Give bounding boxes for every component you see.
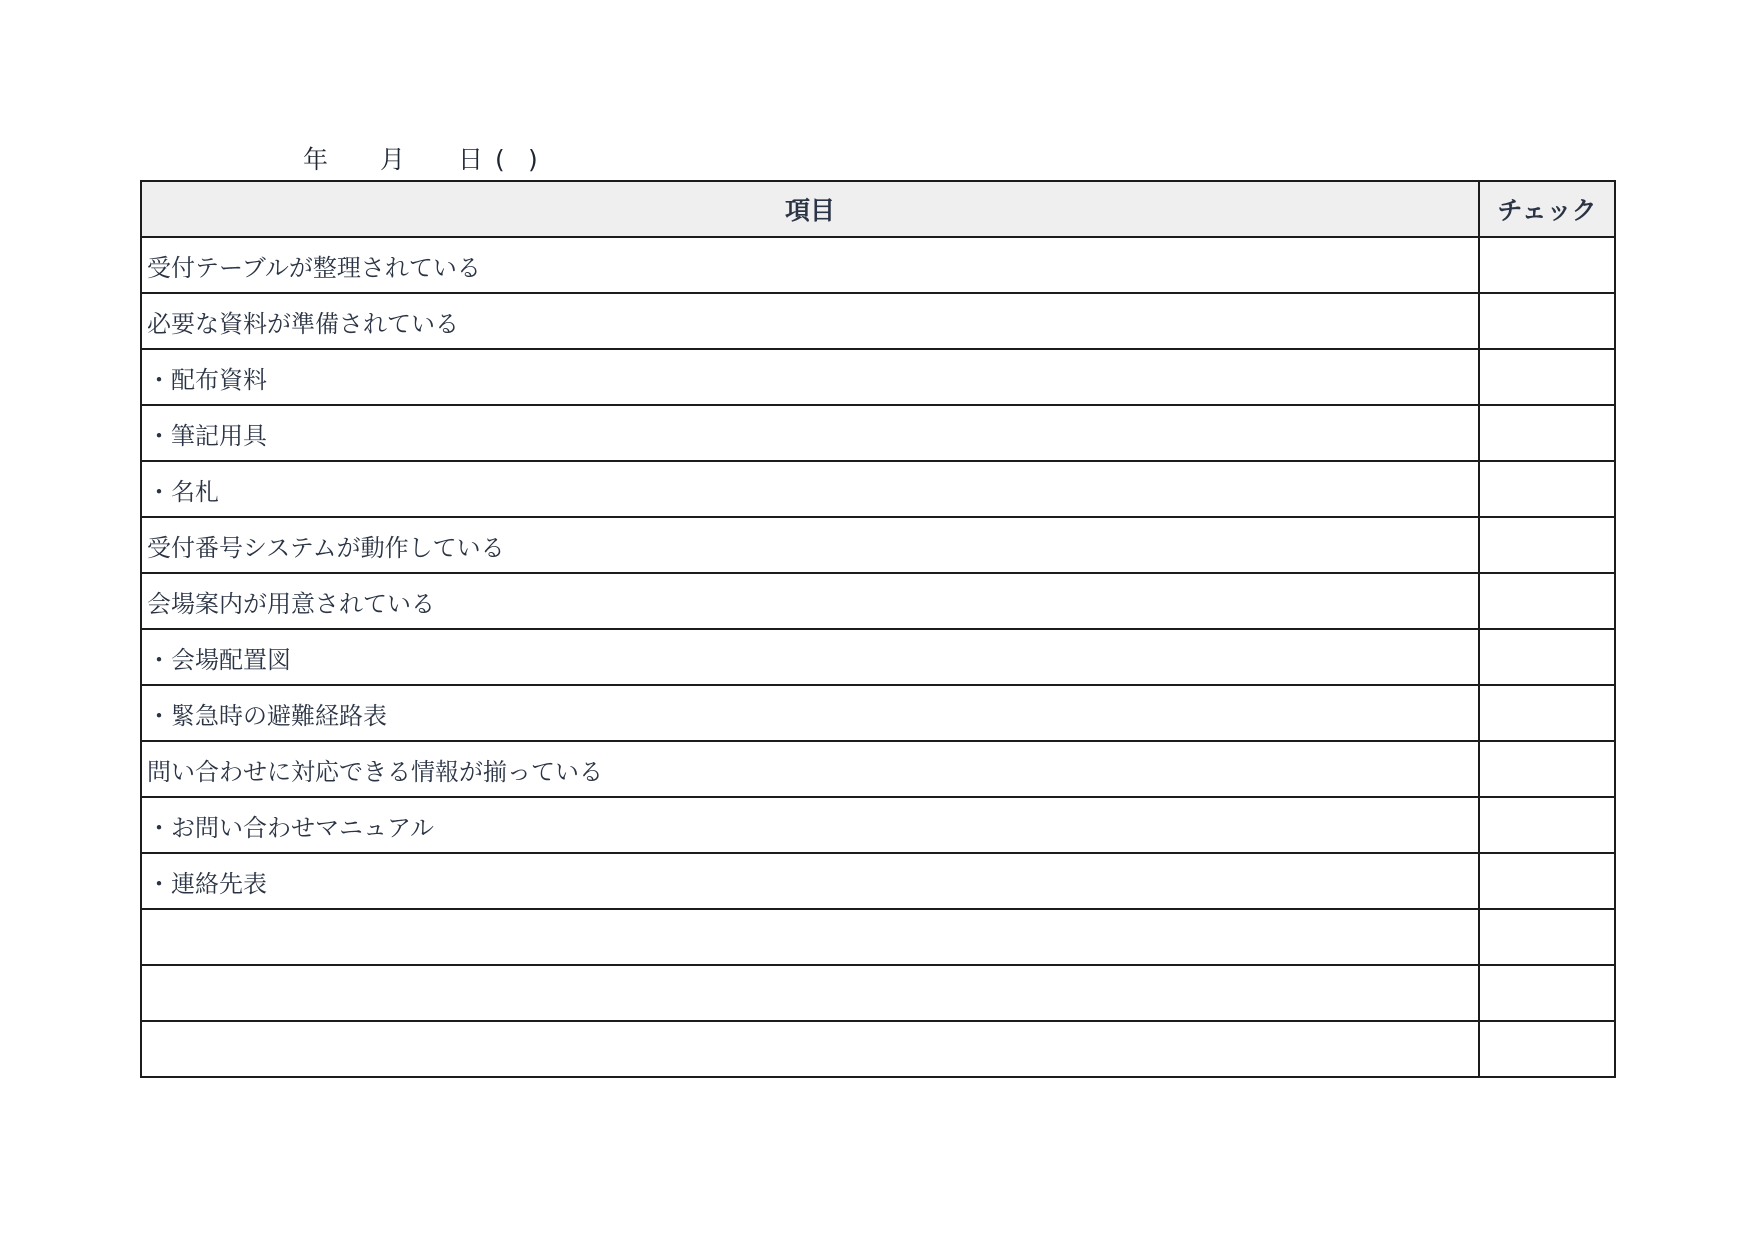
check-cell[interactable] <box>1479 293 1615 349</box>
table-row <box>141 1021 1615 1077</box>
item-cell: ・会場配置図 <box>141 629 1479 685</box>
table-row <box>141 461 1615 517</box>
check-cell[interactable] <box>1479 461 1615 517</box>
table-row <box>141 405 1615 461</box>
date-paren-close: ) <box>528 145 538 174</box>
item-cell: 受付番号システムが動作している <box>141 517 1479 573</box>
check-cell[interactable] <box>1479 237 1615 293</box>
check-cell[interactable] <box>1479 685 1615 741</box>
item-cell: ・連絡先表 <box>141 853 1479 909</box>
year-label: 年 <box>303 145 329 174</box>
table-row <box>141 573 1615 629</box>
item-cell: ・筆記用具 <box>141 405 1479 461</box>
table-row <box>141 349 1615 405</box>
check-cell[interactable] <box>1479 965 1615 1021</box>
table-row <box>141 237 1615 293</box>
table-row <box>141 685 1615 741</box>
item-cell: 問い合わせに対応できる情報が揃っている <box>141 741 1479 797</box>
check-column-header: チェック <box>1479 181 1615 237</box>
table-row <box>141 797 1615 853</box>
checklist-table <box>140 180 1616 1078</box>
item-column-header: 項目 <box>141 181 1479 237</box>
check-cell[interactable] <box>1479 909 1615 965</box>
check-cell[interactable] <box>1479 1021 1615 1077</box>
check-cell[interactable] <box>1479 405 1615 461</box>
item-cell: ・緊急時の避難経路表 <box>141 685 1479 741</box>
table-row <box>141 741 1615 797</box>
table-row <box>141 293 1615 349</box>
header-row <box>141 181 1615 237</box>
check-cell[interactable] <box>1479 797 1615 853</box>
check-cell[interactable] <box>1479 349 1615 405</box>
check-cell[interactable] <box>1479 741 1615 797</box>
item-cell <box>141 1021 1479 1077</box>
check-cell[interactable] <box>1479 629 1615 685</box>
item-cell: ・お問い合わせマニュアル <box>141 797 1479 853</box>
item-cell: ・名札 <box>141 461 1479 517</box>
check-cell[interactable] <box>1479 573 1615 629</box>
check-cell[interactable] <box>1479 517 1615 573</box>
day-label: 日 <box>458 145 484 174</box>
date-line <box>303 142 538 178</box>
month-label: 月 <box>380 145 406 174</box>
item-cell: ・配布資料 <box>141 349 1479 405</box>
item-cell <box>141 909 1479 965</box>
table-row <box>141 629 1615 685</box>
table-row <box>141 517 1615 573</box>
item-cell: 会場案内が用意されている <box>141 573 1479 629</box>
check-cell[interactable] <box>1479 853 1615 909</box>
date-paren-open: ( <box>495 145 505 174</box>
item-cell <box>141 965 1479 1021</box>
table-row <box>141 909 1615 965</box>
item-cell: 受付テーブルが整理されている <box>141 237 1479 293</box>
table-row <box>141 853 1615 909</box>
table-row <box>141 965 1615 1021</box>
item-cell: 必要な資料が準備されている <box>141 293 1479 349</box>
